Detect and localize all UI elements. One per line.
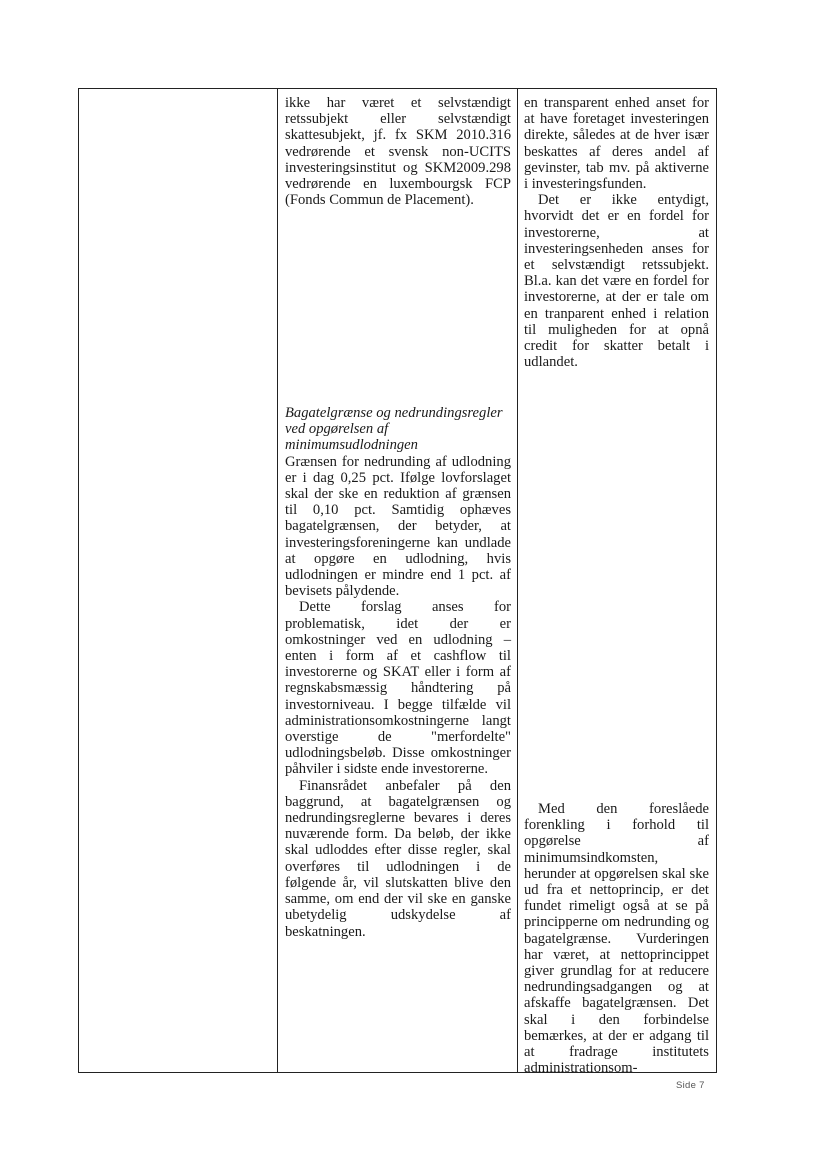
col2-intro	[285, 95, 511, 208]
col2-intro-text: ikke har været et selvstændigt retssubjekt eller selvstændigt skattesubjekt, jf. fx SKM 2010.316 vedrørende et svensk non-UCITS investeringsinstitut og SKM2009.298 vedrørende en luxembourgsk FCP (Fonds Commun de Placement).	[285, 95, 511, 209]
col2-paragraph-3: Finansrådet anbefaler på den baggrund, at bagatelgrænsen og nedrundingsreglerne bevares i deres nuværende form. Da beløb, der ikke skal udloddes efter disse regler, skal overføres til udlodningen i de følgende år, vil slutskatten blive den samme, om end der vil ske en ganske ubetydelig udskydelse af beskatningen.	[285, 777, 511, 940]
col3-paragraph-3: Med den foreslåede forenkling i forhold til opgørelse af minimumsindkomsten, herunder at opgørelsen skal ske ud fra et nettoprincip, er det fundet rimeligt også at se på principperne om nedrunding og bagatelgrænse. Vurderingen har været, at nettoprincippet giver grundlag for at reducere nedrundingsadgangen og at afskaffe bagatelgrænsen. Det skal i den forbindelse bemærkes, at der er adgang til at fradrage institutets administrationsom-	[524, 801, 709, 1077]
column-divider-1	[277, 89, 278, 1072]
col3-paragraph-1: en transparent enhed anset for at have foretaget investeringen direkte, således at de hver især beskattes af deres andel af gevinster, tab mv. på aktiverne i investeringsfunden.	[524, 95, 709, 193]
col2-paragraph-2: Dette forslag anses for problematisk, idet der er omkostninger ved en udlodning – enten i form af et cashflow til investorerne og SKAT eller i form af regnskabsmæssig håndtering på investorniveau. I begge tilfælde vil administrationsomkostningerne langt overstige de "merfordelte" udlodningsbeløb. Disse omkostninger påhviler i sidste ende investorerne.	[285, 599, 511, 778]
col2-paragraph-1: Grænsen for nedrunding af udlodning er i dag 0,25 pct. Ifølge lovforslaget skal der ske en reduktion af grænsen til 0,10 pct. Samtidig ophæves bagatelgrænsen, der betyder, at investeringsforeningerne kan undlade at opgøre en udlodning, hvis udlodningen er mindre end 1 pct. af bevisets pålydende.	[285, 453, 511, 600]
document-table	[78, 88, 717, 1077]
col3-paragraph-2: Det er ikke entydigt, hvorvidt det er en fordel for investorerne, at investeringsenheden anses for et selvstændigt retssubjekt. Bl.a. kan det være en fordel for investorerne, at der er tale om en tranparent enhed i relation til muligheden for at opnå credit for skatter betalt i udlandet.	[524, 192, 709, 371]
col3-bottom	[524, 801, 709, 1076]
col3-top	[524, 95, 709, 370]
section-heading: Bagatelgrænse og nedrundingsregler ved opgørelsen af minimumsudlodningen	[285, 405, 503, 454]
page-number: Side 7	[676, 1080, 705, 1091]
col2-section	[285, 405, 511, 940]
column-divider-2	[517, 89, 518, 1072]
